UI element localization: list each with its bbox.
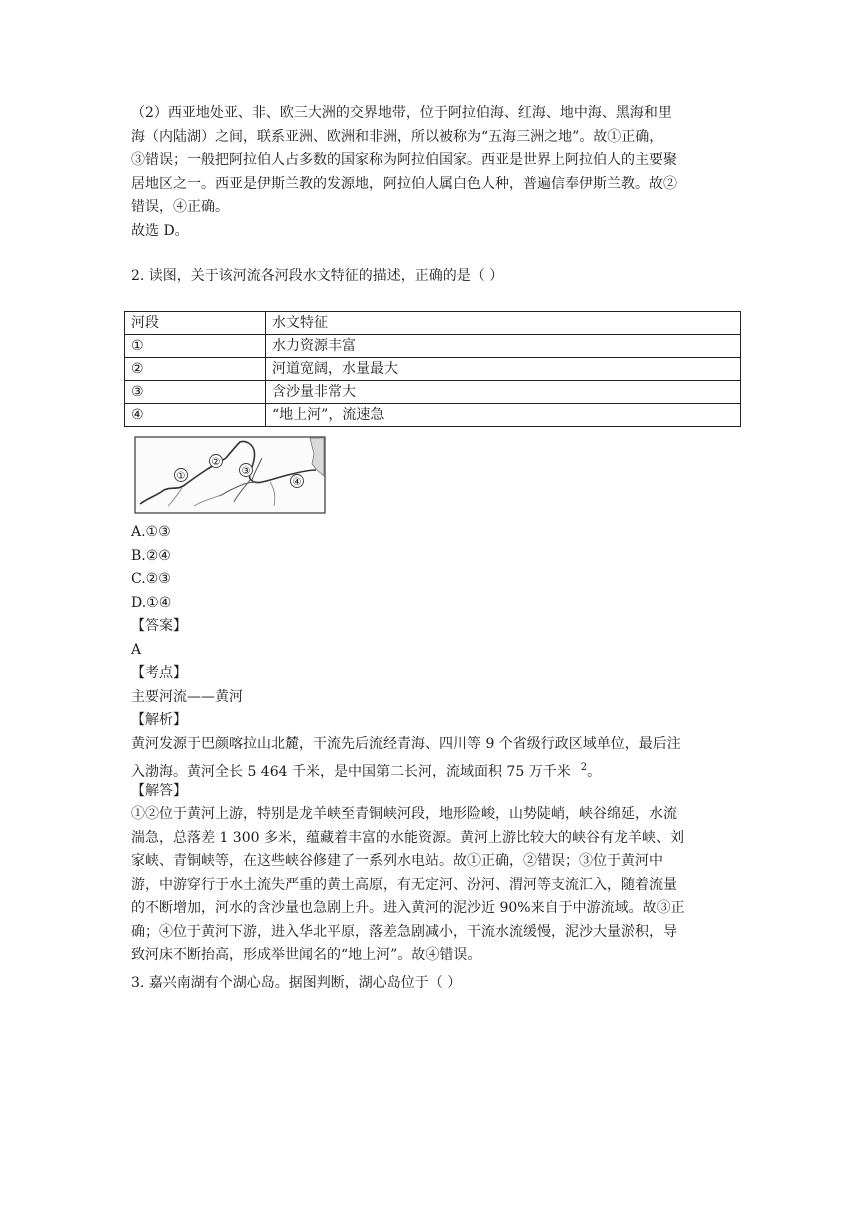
- map-label: ①: [176, 471, 186, 482]
- analysis-text: 入渤海。黄河全长 5 464 千米，是中国第二长河，流域面积 75 万千米: [131, 764, 571, 780]
- solution-line: 家峡、青铜峡等，在这些峡谷修建了一系列水电站。故①正确，②错误；③位于黄河中: [131, 853, 663, 869]
- table-cell: ④: [125, 404, 266, 427]
- map-label: ③: [241, 466, 251, 477]
- solution-line: 致河床不断抬高，形成举世闻名的“地上河”。故④错误。: [131, 947, 482, 963]
- question-3-stem: [131, 972, 743, 996]
- analysis-end: 。: [587, 764, 602, 780]
- table-row: [125, 358, 741, 381]
- solution-line: ①②位于黄河上游，特别是龙羊峡至青铜峡河段，地形险峻，山势陡峭，峡谷绵延，水流: [131, 806, 677, 822]
- map-label: ④: [292, 477, 302, 488]
- table-row: [125, 381, 741, 404]
- hydrology-table: [124, 311, 741, 427]
- table-row: [125, 404, 741, 427]
- question-stem-text: 3. 嘉兴南湖有个湖心岛。据图判断，湖心岛位于（ ）: [131, 975, 462, 991]
- table-cell: 水力资源丰富: [266, 335, 741, 358]
- solution-heading: 【解答】: [131, 782, 187, 799]
- solution-line: 湍急，总落差 1 300 多米，蕴藏着丰富的水能资源。黄河上游比较大的峡谷有龙羊峡、刘: [131, 829, 684, 846]
- table-header-cell: 河段: [125, 312, 266, 335]
- question-stem-text: 2. 读图，关于该河流各河段水文特征的描述，正确的是（ ）: [131, 268, 504, 284]
- map-label: ②: [211, 457, 221, 468]
- text-line: 居地区之一。西亚是伊斯兰教的发源地，阿拉伯人属白色人种，普遍信奉伊斯兰教。故②: [131, 175, 677, 192]
- table-cell: ①: [125, 335, 266, 358]
- solution-line: 游，中游穿行于水土流失严重的黄土高原，有无定河、汾河、渭河等支流汇入，随着流量: [131, 876, 677, 893]
- text-line: 海（内陆湖）之间，联系亚洲、欧洲和非洲，所以被称为“五海三洲之地”。故①正确，: [131, 128, 664, 145]
- superscript: 2: [580, 762, 588, 773]
- text-line: ③错误；一般把阿拉伯人占多数的国家称为阿拉伯国家。西亚是世界上阿拉伯人的主要聚: [131, 152, 677, 168]
- table-header-row: [125, 312, 741, 335]
- table-cell: 河道宽阔，水量最大: [266, 358, 741, 381]
- option-a: A.①③: [131, 524, 171, 540]
- point-heading: 【考点】: [131, 665, 187, 681]
- table-cell: “地上河”，流速急: [266, 404, 741, 427]
- analysis-line: [131, 756, 743, 780]
- point-text: 主要河流——黄河: [131, 688, 243, 705]
- question-2-stem: [131, 265, 743, 289]
- option-c: C.②③: [131, 571, 171, 587]
- answer-text: A: [131, 641, 142, 658]
- yellow-river-map: [134, 436, 326, 514]
- analysis-heading: 【解析】: [131, 712, 187, 728]
- solution-line: 确；④位于黄河下游，进入华北平原，落差急剧减小，干流水流缓慢，泥沙大量淤积，导: [131, 923, 677, 940]
- option-d: D.①④: [131, 594, 172, 611]
- table-cell: ②: [125, 358, 266, 381]
- text-line: 错误，④正确。: [131, 199, 229, 215]
- prev-explanation: [131, 102, 743, 243]
- text-line: （2）西亚地处亚、非、欧三大洲的交界地带，位于阿拉伯海、红海、地中海、黑海和里: [131, 105, 672, 121]
- option-b: B.②④: [131, 547, 171, 564]
- table-row: [125, 335, 741, 358]
- question-2-body: [131, 521, 743, 968]
- table-header-cell: 水文特征: [266, 312, 741, 335]
- text-line: 故选 D。: [131, 222, 189, 239]
- solution-line: 的不断增加，河水的含沙量也急剧上升。进入黄河的泥沙近 90%来自于中游流域。故③正: [131, 900, 685, 916]
- table-cell: ③: [125, 381, 266, 404]
- answer-heading: 【答案】: [131, 618, 187, 634]
- table-cell: 含沙量非常大: [266, 381, 741, 404]
- analysis-line: 黄河发源于巴颜喀拉山北麓，干流先后流经青海、四川等 9 个省级行政区域单位，最后注: [131, 735, 681, 752]
